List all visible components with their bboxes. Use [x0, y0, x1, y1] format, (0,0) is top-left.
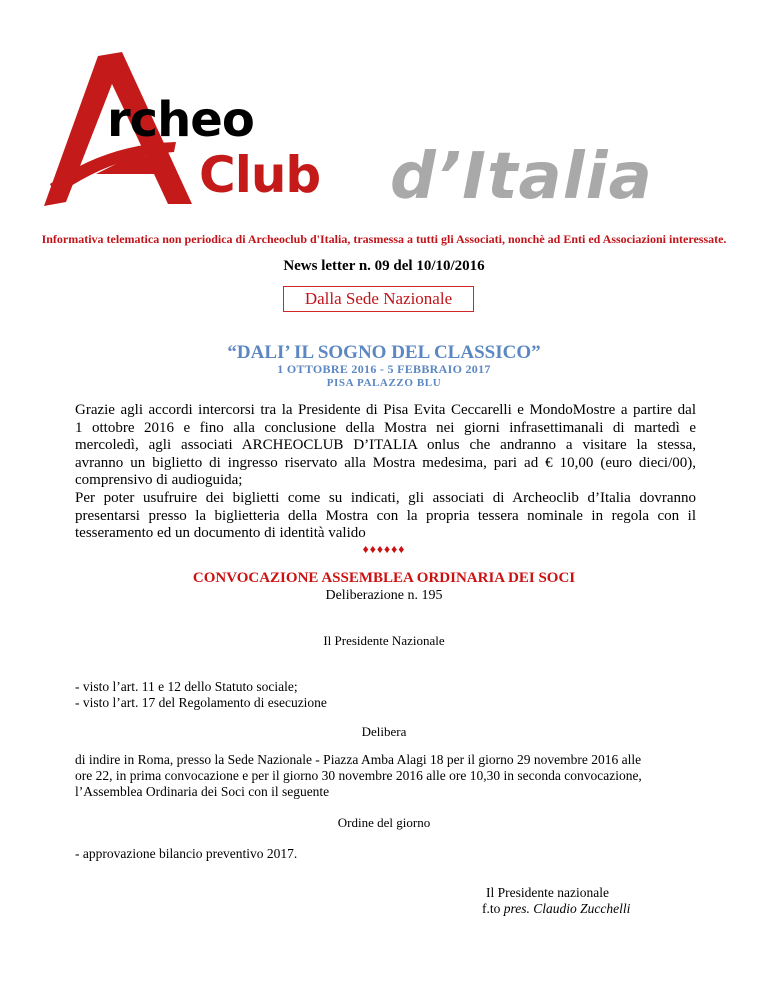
event-place: PISA PALAZZO BLU — [326, 377, 442, 389]
visto-statuto: - visto l’art. 11 e 12 dello Statuto sociale; — [75, 679, 298, 694]
convocation-body-line: ore 22, in prima convocazione e per il giorno 30 novembre 2016 alle ore 10,30 in seconda convocazione, — [75, 768, 642, 783]
logo-text-rcheo: rcheo — [107, 92, 254, 148]
paragraph-line: 1 ottobre 2016 e fino alla conclusione della Mostra nei giorni infrasettimanali di martedì e — [75, 419, 696, 436]
agenda-heading: Ordine del giorno — [337, 815, 431, 830]
logo-text-club: Club — [199, 146, 321, 204]
section-heading-box: Dalla Sede Nazionale — [283, 286, 474, 312]
event-paragraph — [75, 402, 696, 490]
paragraph-line: Per poter usufruire dei biglietti come su indicati, gli associati di Archeoclib d’Italia dovranno — [75, 490, 696, 506]
paragraph-line: Grazie agli accordi intercorsi tra la Presidente di Pisa Evita Ceccarelli e MondoMostre a partire dal — [75, 402, 696, 418]
signature-name: pres. Claudio Zucchelli — [503, 901, 631, 916]
visto-regolamento: - visto l’art. 17 del Regolamento di esecuzione — [75, 695, 327, 710]
deliberation-number: Deliberazione n. 195 — [325, 588, 443, 603]
convocation-body-line: l’Assemblea Ordinaria dei Soci con il seguente — [75, 784, 330, 799]
delibera-heading: Delibera — [361, 724, 407, 739]
signature-prefix: f.to — [482, 901, 504, 916]
paragraph-line: mercoledì, agli associati ARCHEOCLUB D’ITALIA onlus che andranno a visitare la stessa, — [75, 437, 696, 453]
event-title: “DALI’ IL SOGNO DEL CLASSICO” — [227, 342, 541, 363]
event-dates: 1 OTTOBRE 2016 - 5 FEBBRAIO 2017 — [277, 362, 491, 376]
newsletter-number: News letter n. 09 del 10/10/2016 — [283, 258, 485, 274]
president-heading: Il Presidente Nazionale — [323, 633, 445, 648]
agenda-item: - approvazione bilancio preventivo 2017. — [75, 846, 298, 861]
archeoclub-logo — [36, 44, 736, 216]
tagline: Informativa telematica non periodica di Archeoclub d'Italia, trasmessa a tutti gli Associati, nonchè ad Enti ed Associazioni interessate. — [41, 232, 727, 246]
diamond-separator: ♦♦♦♦♦♦ — [362, 542, 406, 556]
paragraph-line: avranno un biglietto di ingresso riservato alla Mostra medesima, pari ad € 10,00 (euro dieci/00), — [75, 454, 696, 471]
signature-title: Il Presidente nazionale — [486, 885, 609, 900]
ticket-paragraph — [75, 490, 696, 543]
paragraph-line: tesseramento ed un documento di identità valido — [75, 525, 366, 541]
convocation-body-line: di indire in Roma, presso la Sede Nazionale - Piazza Amba Alagi 18 per il giorno 29 novembre 2016 alle — [75, 752, 642, 767]
paragraph-line: presentarsi presso la biglietteria della Mostra con la propria tessera nominale in regola con il — [75, 507, 696, 524]
signature-name-line — [482, 901, 630, 917]
logo-text-italia: d’Italia — [390, 140, 653, 214]
convocation-title: CONVOCAZIONE ASSEMBLEA ORDINARIA DEI SOCI — [192, 570, 576, 586]
paragraph-line: comprensivo di audioguida; — [75, 472, 243, 488]
